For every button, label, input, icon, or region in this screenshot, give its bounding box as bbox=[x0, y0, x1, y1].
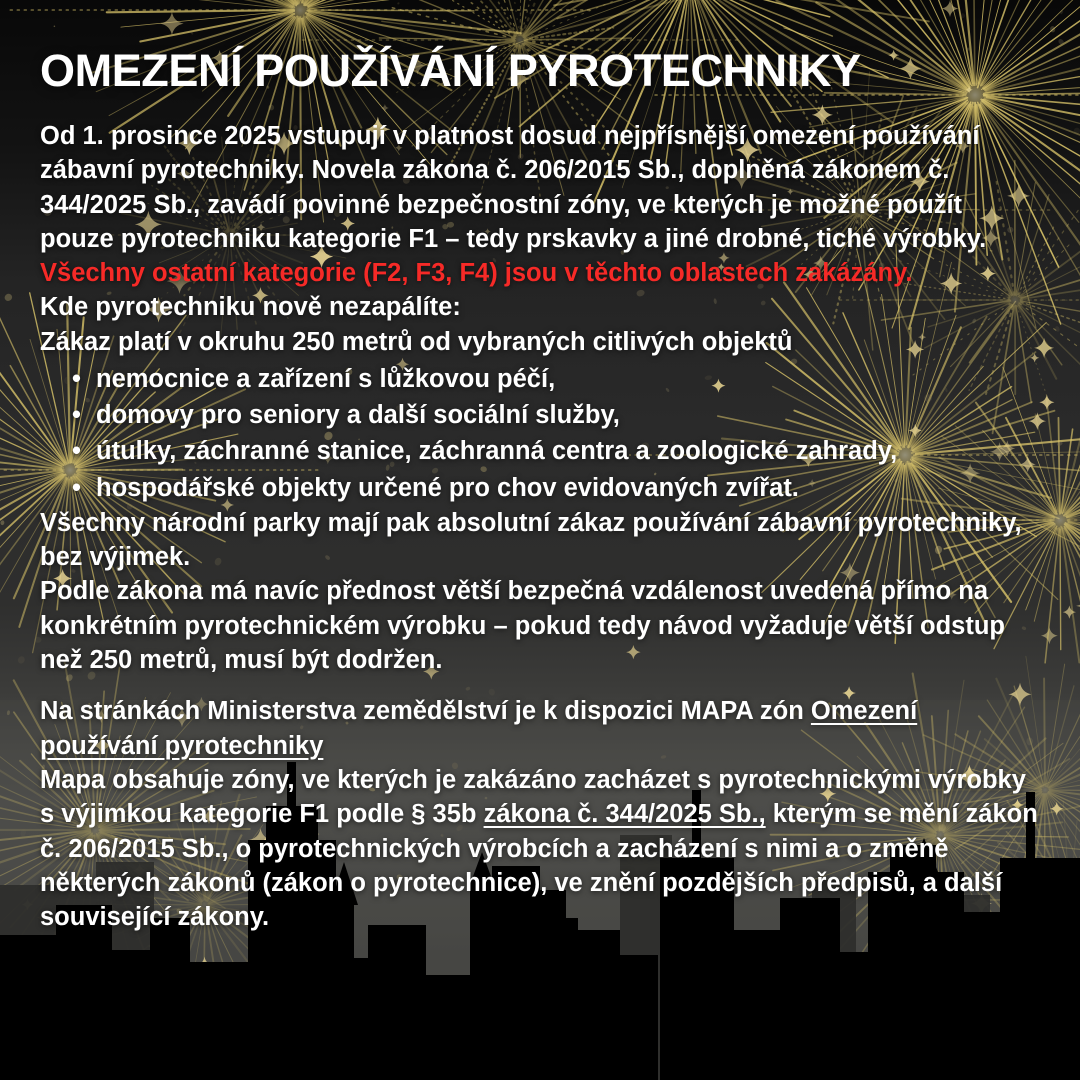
list-item-label: hospodářské objekty určené pro chov evidovaných zvířat. bbox=[96, 473, 799, 502]
bullet-icon: • bbox=[72, 473, 81, 502]
national-parks-paragraph: Všechny národní parky mají pak absolutní zákaz používání zábavní pyrotechniky, bez výjimek. bbox=[40, 508, 1022, 572]
list-item bbox=[40, 470, 1040, 506]
list-item bbox=[40, 361, 1040, 397]
where-heading: Kde pyrotechniku nově nezapálíte: bbox=[40, 293, 461, 322]
map-intro-paragraph bbox=[40, 694, 1040, 763]
map-detail-part1: Mapa obsahuje zóny, ve kterých je zakázáno zacházet s pyrotechnickými výrobky s výjimkou kategorie F1 podle § 35b bbox=[40, 765, 1026, 829]
map-intro-lead: Na stránkách Ministerstva zemědělství je k dispozici MAPA zón bbox=[40, 697, 811, 726]
bullet-icon: • bbox=[72, 437, 81, 466]
bullet-icon: • bbox=[72, 401, 81, 430]
law-344-2025-link[interactable]: zákona č. 344/2025 Sb., bbox=[483, 800, 766, 829]
page-title: OMEZENÍ POUŽÍVÁNÍ PYROTECHNIKY bbox=[40, 45, 861, 96]
poster-body bbox=[40, 119, 1040, 934]
list-item-label: domovy pro seniory a další sociální služby, bbox=[96, 401, 620, 430]
intro-paragraph bbox=[40, 119, 1040, 290]
intro-text: Od 1. prosince 2025 vstupují v platnost dosud nejpřísnější omezení používání zábavní pyrotechniky. Novela zákona č. 206/2015 Sb., doplněná zákonem č. 344/2025 Sb., zavádí povinné bezpečnostní zóny, ve kterých je možné použít pouze pyrotechniku kategorie F1 – tedy prskavky a jiné drobné, tiché výrobky. bbox=[40, 122, 987, 253]
map-detail-part2: kterým se mění zákon č. 206/2015 Sb., o pyrotechnických výrobcích a zacházení s nimi a o změně některých zákonů (zákon o pyrotechnice), ve znění pozdějších předpisů, a další související zákony. bbox=[40, 800, 1038, 932]
map-detail-paragraph bbox=[40, 763, 1040, 934]
map-zones-link[interactable]: Omezení používání pyrotechniky bbox=[40, 697, 918, 760]
list-item bbox=[40, 433, 1040, 469]
list-item-label: útulky, záchranné stanice, záchranná centra a zoologické zahrady, bbox=[96, 437, 898, 466]
safety-distance-paragraph: Podle zákona má navíc přednost větší bezpečná vzdálenost uvedená přímo na konkrétním pyrotechnickém výrobku – pokud tedy návod vyžaduje větší odstup než 250 metrů, musí být dodržen. bbox=[40, 577, 1005, 675]
list-item bbox=[40, 397, 1040, 433]
list-item-label: nemocnice a zařízení s lůžkovou péčí, bbox=[96, 365, 556, 394]
restricted-objects-list bbox=[40, 361, 1040, 506]
intro-highlight: Všechny ostatní kategorie (F2, F3, F4) jsou v těchto oblastech zakázány. bbox=[40, 259, 913, 288]
radius-line: Zákaz platí v okruhu 250 metrů od vybraných citlivých objektů bbox=[40, 327, 793, 356]
bullet-icon: • bbox=[72, 365, 81, 394]
